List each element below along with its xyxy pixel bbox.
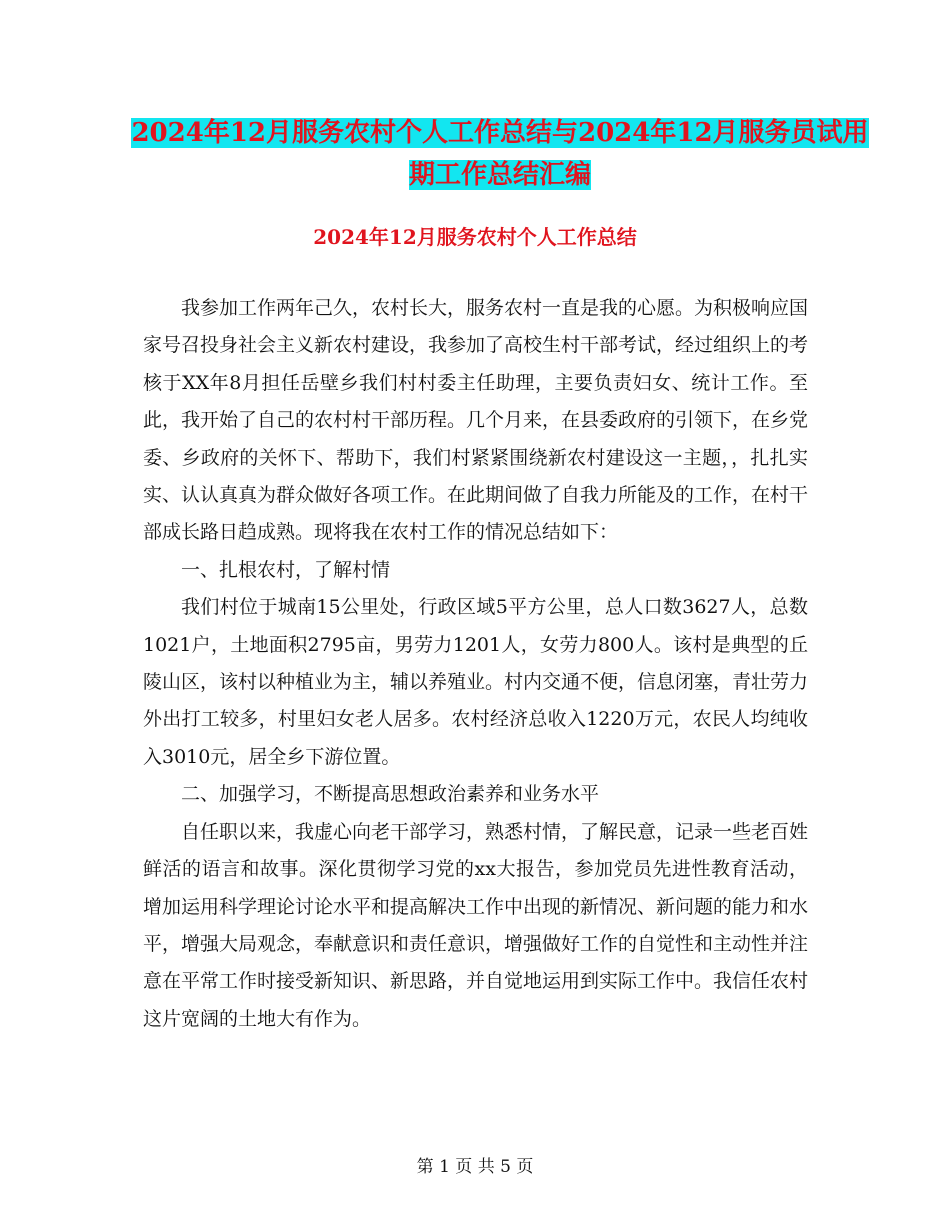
page-footer: 第 1 页 共 5 页 <box>416 1157 534 1177</box>
document-body <box>143 290 808 1038</box>
paragraph-study: 自任职以来，我虚心向老干部学习，熟悉村情，了解民意，记录一些老百姓鲜活的语言和故事。深化贯彻学习党的xx大报告，参加党员先进性教育活动，增加运用科学理论讨论水平和提高解决工作中出现的新情况、新问题的能力和水平，增强大局观念，奉献意识和责任意识，增强做好工作的自觉性和主动性并注意在平常工作时接受新知识、新思路，并自觉地运用到实际工作中。我信任农村这片宽阔的土地大有作为。 <box>143 820 809 1030</box>
document-title-text: 2024年12月服务农村个人工作总结与2024年12月服务员试用期工作总结汇编 <box>131 118 869 190</box>
paragraph-intro: 我参加工作两年己久，农村长大，服务农村一直是我的心愿。为积极响应国家号召投身社会主义新农村建设，我参加了高校生村干部考试，经过组织上的考核于XX年8月担任岳壁乡我们村村委主任助理，主要负责妇女、统计工作。至此，我开始了自己的农村村干部历程。几个月来，在县委政府的引领下，在乡党委、乡政府的关怀下、帮助下，我们村紧紧围绕新农村建设这一主题，，扎扎实实、认认真真为群众做好各项工作。在此期间做了自我力所能及的工作，在村干部成长路日趋成熟。现将我在农村工作的情况总结如下： <box>143 297 809 544</box>
document-title <box>120 112 880 196</box>
heading-2: 二、加强学习，不断提高思想政治素养和业务水平 <box>181 783 600 806</box>
heading-1: 一、扎根农村，了解村情 <box>181 558 391 581</box>
paragraph-village-info: 我们村位于城南15公里处，行政区域5平方公里，总人口数3627人，总数1021户，土地面积2795亩，男劳力1201人，女劳力800人。该村是典型的丘陵山区，该村以种植业为主，辅以养殖业。村内交通不便，信息闭塞，青壮劳力外出打工较多，村里妇女老人居多。农村经济总收入1220万元，农民人均纯收入3010元，居全乡下游位置。 <box>143 596 809 768</box>
section-title: 2024年12月服务农村个人工作总结 <box>313 225 637 249</box>
